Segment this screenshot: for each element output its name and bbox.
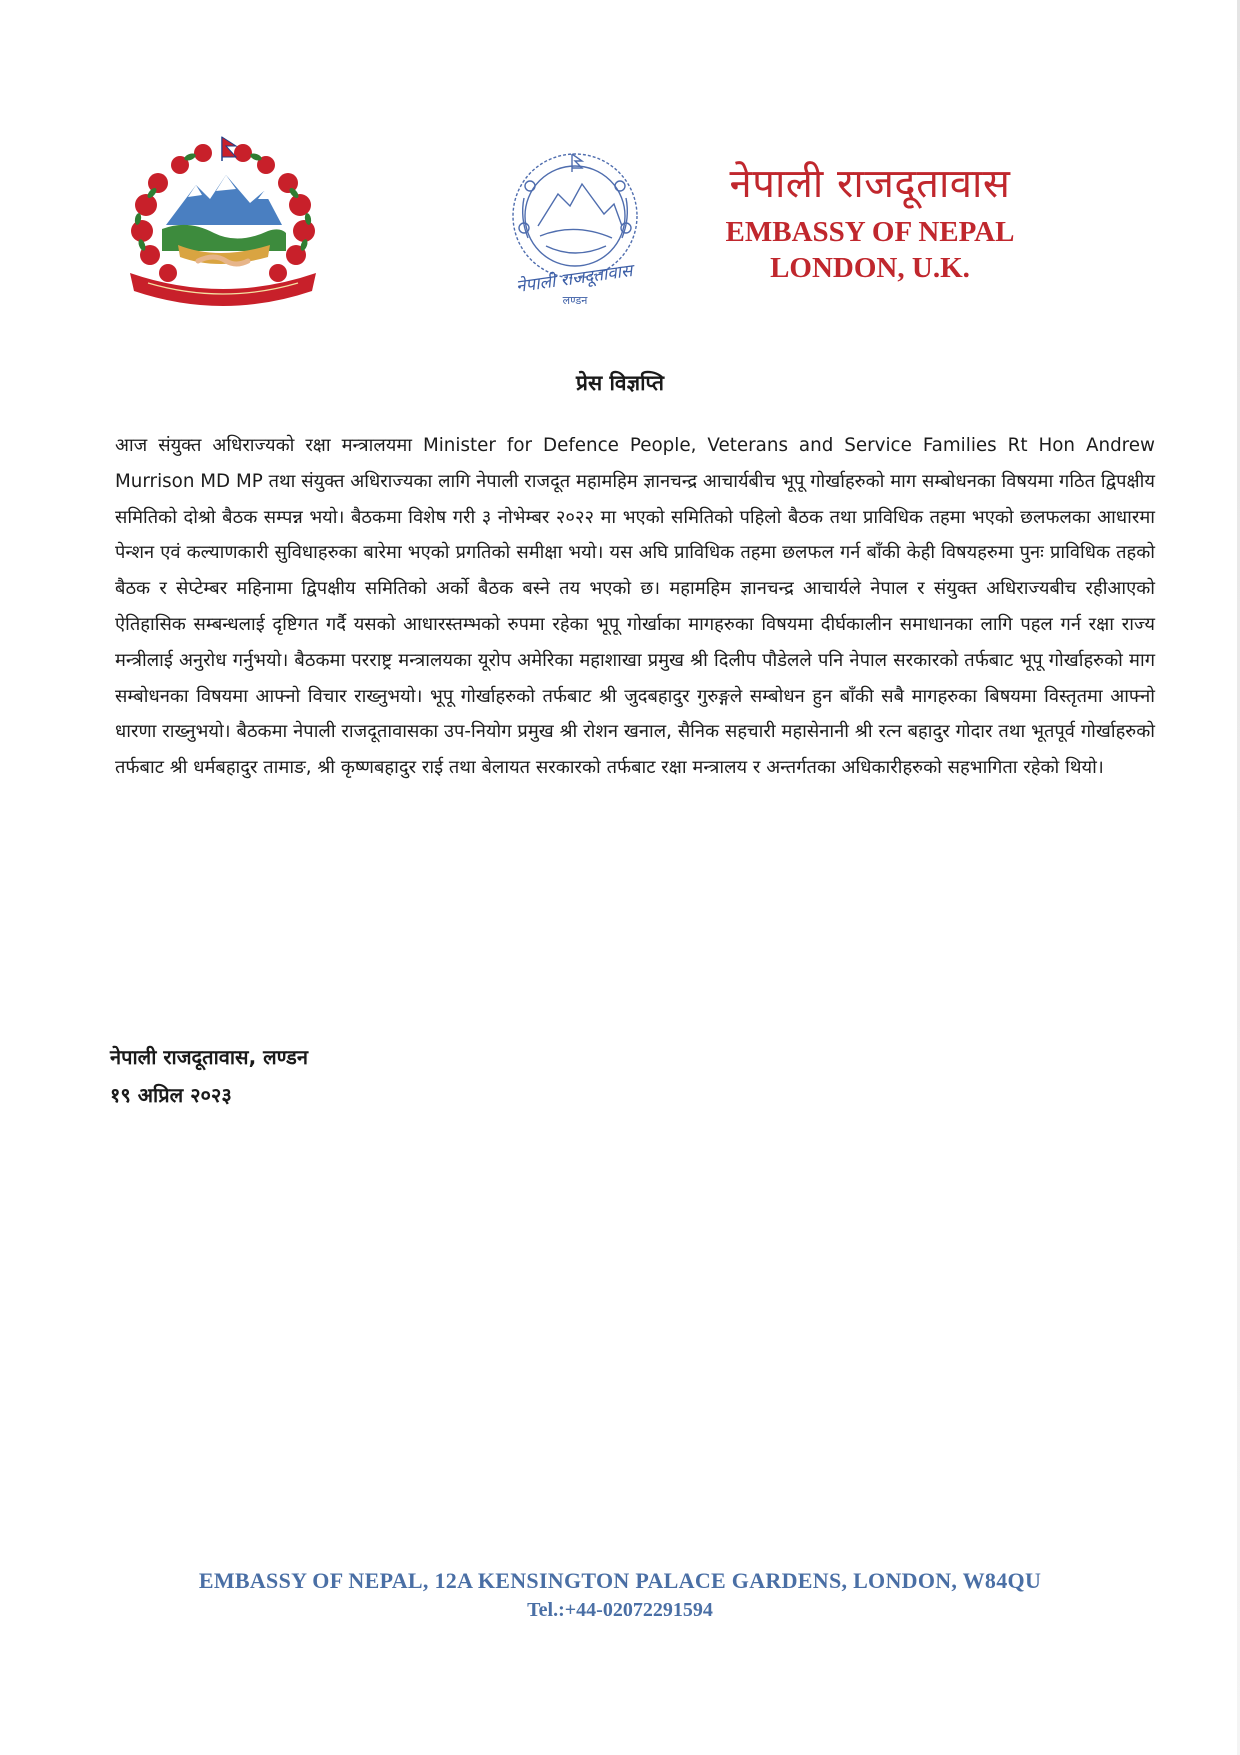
embassy-location: LONDON, U.K. bbox=[770, 252, 970, 284]
footer bbox=[0, 1566, 1240, 1624]
embassy-name-english: EMBASSY OF NEPAL bbox=[725, 216, 1015, 248]
mountain-icon bbox=[162, 175, 286, 264]
footer-address: EMBASSY OF NEPAL, 12A KENSINGTON PALACE GARDENS, LONDON, W84QU bbox=[198, 1568, 1042, 1593]
embassy-seal-stamp bbox=[500, 138, 650, 313]
footer-telephone: Tel.:+44-02072291594 bbox=[527, 1599, 713, 1621]
letterhead bbox=[690, 160, 1050, 286]
seal-subtext: लण्डन bbox=[562, 294, 588, 307]
signoff bbox=[110, 1038, 308, 1114]
signoff-organization: नेपाली राजदूतावास, लण्डन bbox=[110, 1045, 308, 1069]
document-title: प्रेस विज्ञप्ति bbox=[576, 371, 664, 395]
seal-text: नेपाली राजदूतावास bbox=[514, 260, 634, 298]
signoff-date: १९ अप्रिल २०२३ bbox=[110, 1083, 232, 1107]
nepal-flag-icon bbox=[222, 137, 236, 161]
ribbon-banner-icon bbox=[130, 273, 316, 306]
embassy-name-nepali: नेपाली राजदूतावास bbox=[729, 161, 1011, 207]
press-release-body: आज संयुक्त अधिराज्यको रक्षा मन्त्रालयमा Minister for Defence People, Veterans and Service Families Rt Hon Andrew Murrison MD MP तथा संयुक्त अधिराज्यका लागि नेपाली राजदूत महामहिम ज्ञानचन्द्र आचार्यबीच भूपू गोर्खाहरुको माग सम्बोधनका विषयमा गठित द्विपक्षीय समितिको दोश्रो बैठक सम्पन्न भयो। बैठकमा विशेष गरी ३ नोभेम्बर २०२२ मा भएको समितिको पहिलो बैठक तथा प्राविधिक तहमा भएको छलफलका आधारमा पेन्शन एवं कल्याणकारी सुविधाहरुका बारेमा भएको प्रगतिको समीक्षा भयो। यस अघि प्राविधिक तहमा छलफल गर्न बाँकी केही विषयहरुमा पुनः प्राविधिक तहको बैठक र सेप्टेम्बर महिनामा द्विपक्षीय समितिको अर्को बैठक बस्ने तय भएको छ। महामहिम ज्ञानचन्द्र आचार्यले नेपाल र संयुक्त अधिराज्यबीच रहीआएको ऐतिहासिक सम्बन्धलाई दृष्टिगत गर्दै यसको आधारस्तम्भको रुपमा रहेका भूपू गोर्खाका मागहरुका विषयमा दीर्घकालीन समाधानका लागि पहल गर्न रक्षा राज्य मन्त्रीलाई अनुरोध गर्नुभयो। बैठकमा परराष्ट्र मन्त्रालयका यूरोप अमेरिका महाशाखा प्रमुख श्री दिलीप पौडेलले पनि नेपाल सरकारको तर्फबाट भूपू गोर्खाहरुको माग सम्बोधनका विषयमा आफ्नो विचार राख्नुभयो। भूपू गोर्खाहरुको तर्फबाट श्री जुदबहादुर गुरुङ्गले सम्बोधन हुन बाँकी सबै मागहरुका बिषयमा विस्तृतमा आफ्नो धारणा राख्नुभयो। बैठकमा नेपाली राजदूतावासका उप-नियोग प्रमुख श्री रोशन खनाल, सैनिक सहचारी महासेनानी श्री रत्न बहादुर गोदार तथा भूतपूर्व गोर्खाहरुको तर्फबाट श्री धर्मबहादुर तामाङ, श्री कृष्णबहादुर राई तथा बेलायत सरकारको तर्फबाट रक्षा मन्त्रालय र अन्तर्गतका अधिकारीहरुको सहभागिता रहेको थियो। bbox=[115, 435, 1155, 779]
nepal-coat-of-arms-emblem bbox=[118, 133, 328, 308]
